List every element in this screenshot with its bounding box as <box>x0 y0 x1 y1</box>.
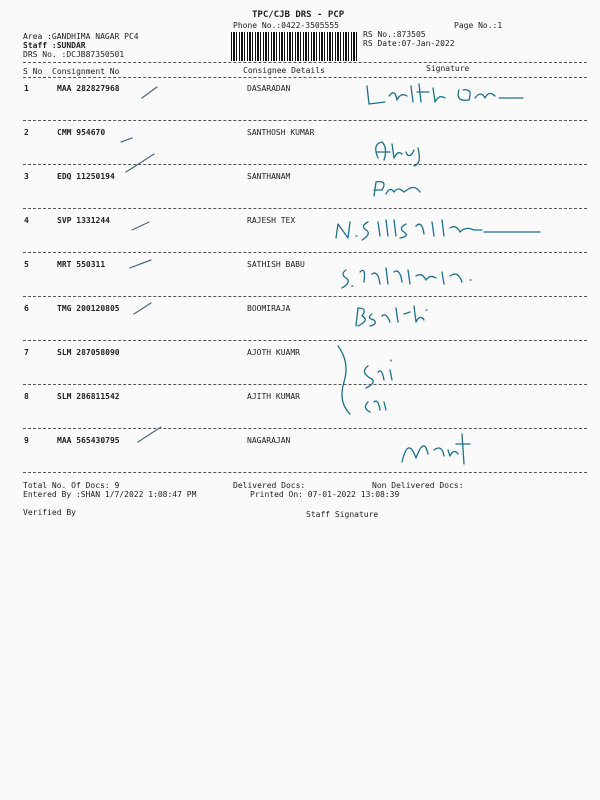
row-consignment: MAA 565430795 <box>57 436 120 445</box>
rs-number: RS No.:873505 <box>363 30 426 39</box>
row-sno: 2 <box>24 128 29 137</box>
signature-icon <box>352 302 432 332</box>
phone-number: Phone No.:0422-3505555 <box>233 21 339 30</box>
row-consignment: CMM 954670 <box>57 128 106 137</box>
row-consignee: NAGARAJAN <box>247 436 291 445</box>
entered-by: Entered By :SHAN 1/7/2022 1:08:47 PM <box>23 490 197 499</box>
barcode <box>231 32 357 61</box>
row-sno: 6 <box>24 304 29 313</box>
printed-on: Printed On: 07-01-2022 13:08:39 <box>250 490 400 499</box>
row-sno: 9 <box>24 436 29 445</box>
tick-mark-icon <box>128 258 154 270</box>
row-consignment: EDQ 11250194 <box>57 172 115 181</box>
row-consignment: SLM 286811542 <box>57 392 120 401</box>
staff-signature-label: Staff Signature <box>306 510 379 519</box>
row-consignee: BOOMIRAJA <box>247 304 291 313</box>
row-sno: 8 <box>24 392 29 401</box>
signature-icon <box>338 262 488 292</box>
row-sno: 4 <box>24 216 29 225</box>
signature-icon <box>368 176 428 202</box>
rs-date: RS Date:07-Jan-2022 <box>363 39 455 48</box>
row-divider <box>23 164 587 165</box>
row-consignee: AJOTH KUAMR <box>247 348 300 357</box>
column-header-sno: S No <box>23 67 43 76</box>
row-sno: 3 <box>24 172 29 181</box>
row-divider <box>23 208 587 209</box>
tick-mark-icon <box>118 132 158 176</box>
row-sno: 5 <box>24 260 29 269</box>
tick-mark-icon <box>130 218 152 232</box>
row-consignee: SANTHOSH KUMAR <box>247 128 315 137</box>
signature-icon <box>368 138 428 168</box>
total-docs: Total No. Of Docs: 9 <box>23 481 120 490</box>
column-divider <box>23 77 587 78</box>
column-header-signature: Signature <box>426 64 470 73</box>
header-divider <box>23 62 587 63</box>
signature-icon <box>328 342 408 418</box>
area-field: Area :GANDHIMA NAGAR PC4 <box>23 32 139 41</box>
row-consignee: SANTHANAM <box>247 172 291 181</box>
row-divider <box>23 472 587 473</box>
drs-number: DRS No. :DCJB87350501 <box>23 50 125 59</box>
row-consignment: MAA 282827968 <box>57 84 120 93</box>
staff-field: Staff :SUNDAR <box>23 41 86 50</box>
document-title: TPC/CJB DRS - PCP <box>252 10 345 20</box>
row-consignment: SLM 287058090 <box>57 348 120 357</box>
non-delivered-docs: Non Delivered Docs: <box>372 481 464 490</box>
tick-mark-icon <box>132 300 154 316</box>
row-consignee: AJITH KUMAR <box>247 392 300 401</box>
row-divider <box>23 428 587 429</box>
row-consignee: SATHISH BABU <box>247 260 305 269</box>
signature-icon <box>363 82 533 110</box>
page-number: Page No.:1 <box>454 21 503 30</box>
column-header-consignee: Consignee Details <box>243 66 325 75</box>
row-consignment: SVP 1331244 <box>57 216 110 225</box>
column-header-consignment: Consignment No <box>52 67 120 76</box>
row-sno: 1 <box>24 84 29 93</box>
row-divider <box>23 384 587 385</box>
row-divider <box>23 296 587 297</box>
signature-icon <box>332 214 572 244</box>
row-divider <box>23 120 587 121</box>
signature-icon <box>398 428 478 468</box>
row-consignment: TMG 200120805 <box>57 304 120 313</box>
row-consignee: DASARADAN <box>247 84 291 93</box>
row-divider <box>23 340 587 341</box>
verified-by-label: Verified By <box>23 508 76 517</box>
delivered-docs: Delivered Docs: <box>233 481 306 490</box>
row-sno: 7 <box>24 348 29 357</box>
row-consignee: RAJESH TEX <box>247 216 296 225</box>
row-consignment: MRT 550311 <box>57 260 106 269</box>
tick-mark-icon <box>140 84 160 100</box>
row-divider <box>23 252 587 253</box>
tick-mark-icon <box>136 424 164 444</box>
